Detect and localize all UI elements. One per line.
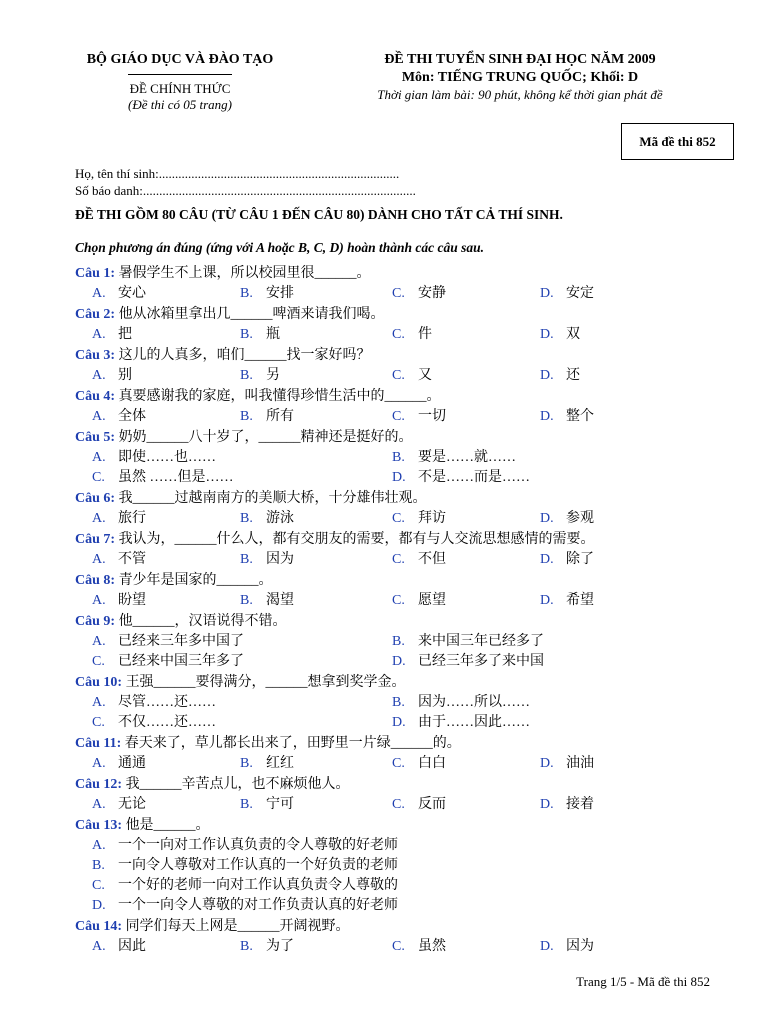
option-text: 另 xyxy=(266,368,280,383)
option-letter: D. xyxy=(540,409,554,424)
question-text: 他是______。 xyxy=(125,818,210,833)
subject-line: Môn: TIẾNG TRUNG QUỐC; Khối: D xyxy=(401,70,639,85)
option-c[interactable] xyxy=(92,711,216,731)
option-b[interactable] xyxy=(240,364,280,384)
option-d[interactable] xyxy=(392,466,530,486)
option-text: 虽然 ……但是…… xyxy=(118,470,234,485)
option-text: 因为 xyxy=(566,939,594,954)
question-label: Câu 10: xyxy=(75,675,123,690)
option-letter: A. xyxy=(92,450,106,465)
option-c[interactable] xyxy=(92,650,244,670)
question-text: 王强______要得满分，______想拿到奖学金。 xyxy=(125,675,406,690)
option-letter: D. xyxy=(540,286,554,301)
option-letter: D. xyxy=(392,654,406,669)
option-c[interactable] xyxy=(92,874,398,894)
option-c[interactable] xyxy=(392,752,446,772)
option-c[interactable] xyxy=(392,282,446,302)
option-b[interactable] xyxy=(240,589,294,609)
option-letter: C. xyxy=(392,286,405,301)
option-text: 一个一向对工作认真负责的令人尊敬的好老师 xyxy=(118,838,398,853)
option-c[interactable] xyxy=(392,405,446,425)
option-b[interactable] xyxy=(240,793,294,813)
option-letter: D. xyxy=(392,715,406,730)
option-d[interactable] xyxy=(392,650,544,670)
option-b[interactable] xyxy=(240,405,294,425)
option-letter: A. xyxy=(92,368,106,383)
option-text: 还 xyxy=(566,368,580,383)
option-text: 盼望 xyxy=(118,593,146,608)
option-d[interactable] xyxy=(392,711,530,731)
option-c[interactable] xyxy=(392,364,432,384)
option-d[interactable] xyxy=(540,405,594,425)
option-a[interactable] xyxy=(92,282,146,302)
option-c[interactable] xyxy=(92,466,234,486)
header-left xyxy=(60,52,300,113)
option-text: 不管 xyxy=(118,552,146,567)
option-text: 别 xyxy=(118,368,132,383)
question-label: Câu 3: xyxy=(75,348,116,363)
question-6 xyxy=(75,487,427,507)
question-label: Câu 12: xyxy=(75,777,123,792)
option-letter: B. xyxy=(240,939,253,954)
option-text: 尽管……还…… xyxy=(118,695,216,710)
option-d[interactable] xyxy=(540,935,594,955)
question-1 xyxy=(75,262,371,282)
option-text: 由于……因此…… xyxy=(418,715,530,730)
time-note: Thời gian làm bài: 90 phút, không kể thời gian phát đề xyxy=(377,87,663,102)
option-letter: B. xyxy=(240,593,253,608)
option-text: 把 xyxy=(118,327,132,342)
option-a[interactable] xyxy=(92,323,132,343)
option-letter: D. xyxy=(540,756,554,771)
option-letter: D. xyxy=(92,898,106,913)
section-heading: ĐỀ THI GỒM 80 CÂU (TỪ CÂU 1 ĐẾN CÂU 80) DÀNH CHO TẤT CẢ THÍ SINH. xyxy=(75,207,563,222)
option-text: 即使……也…… xyxy=(118,450,216,465)
option-letter: C. xyxy=(392,552,405,567)
question-13 xyxy=(75,814,210,834)
option-c[interactable] xyxy=(392,935,446,955)
option-letter: B. xyxy=(240,511,253,526)
option-text: 安心 xyxy=(118,286,146,301)
question-7 xyxy=(75,528,595,548)
question-text: 我______辛苦点儿，也不麻烦他人。 xyxy=(125,777,350,792)
option-letter: D. xyxy=(540,368,554,383)
option-a[interactable] xyxy=(92,446,216,466)
option-letter: A. xyxy=(92,511,106,526)
option-letter: A. xyxy=(92,838,106,853)
question-3 xyxy=(75,344,371,364)
exam-code-box: Mã đề thi 852 xyxy=(621,123,734,160)
page-footer: Trang 1/5 - Mã đề thi 852 xyxy=(576,974,710,989)
exam-title: ĐỀ THI TUYỂN SINH ĐẠI HỌC NĂM 2009 xyxy=(384,52,656,67)
option-text: 拜访 xyxy=(418,511,446,526)
option-text: 一向令人尊敬对工作认真的一个好负责的老师 xyxy=(118,858,398,873)
option-b[interactable] xyxy=(240,548,294,568)
question-label: Câu 5: xyxy=(75,430,116,445)
ministry-name: BỘ GIÁO DỤC VÀ ĐÀO TẠO xyxy=(86,52,274,67)
option-letter: C. xyxy=(92,470,105,485)
option-letter: D. xyxy=(540,939,554,954)
option-a[interactable] xyxy=(92,364,132,384)
option-text: 不但 xyxy=(418,552,446,567)
option-text: 通通 xyxy=(118,756,146,771)
option-letter: C. xyxy=(392,327,405,342)
option-b[interactable] xyxy=(240,507,294,527)
option-letter: B. xyxy=(240,797,253,812)
option-d[interactable] xyxy=(92,894,398,914)
option-letter: A. xyxy=(92,327,106,342)
question-label: Câu 14: xyxy=(75,919,123,934)
candidate-id-label: Số báo danh: xyxy=(75,183,143,198)
option-text: 接着 xyxy=(566,797,594,812)
option-letter: A. xyxy=(92,552,106,567)
option-c[interactable] xyxy=(392,793,446,813)
option-text: 旅行 xyxy=(118,511,146,526)
option-letter: A. xyxy=(92,593,106,608)
option-text: 双 xyxy=(566,327,580,342)
option-text: 油油 xyxy=(566,756,594,771)
question-10 xyxy=(75,671,406,691)
question-11 xyxy=(75,732,461,752)
option-a[interactable] xyxy=(92,548,146,568)
option-text: 愿望 xyxy=(418,593,446,608)
option-text: 安排 xyxy=(266,286,294,301)
option-c[interactable] xyxy=(392,507,446,527)
option-a[interactable] xyxy=(92,793,146,813)
option-b[interactable] xyxy=(240,323,280,343)
option-text: 又 xyxy=(418,368,432,383)
question-text: 真要感谢我的家庭，叫我懂得珍惜生活中的______。 xyxy=(118,389,441,404)
option-text: 因为 xyxy=(266,552,294,567)
option-text: 要是……就…… xyxy=(418,450,516,465)
instruction: Chọn phương án đúng (ứng với A hoặc B, C, D) hoàn thành các câu sau. xyxy=(75,240,485,255)
option-a[interactable] xyxy=(92,405,146,425)
question-text: 青少年是国家的______。 xyxy=(118,573,273,588)
option-letter: B. xyxy=(240,368,253,383)
option-letter: B. xyxy=(392,634,405,649)
option-text: 无论 xyxy=(118,797,146,812)
question-text: 春天来了，草儿都长出来了，田野里一片绿______的。 xyxy=(124,736,461,751)
option-text: 件 xyxy=(418,327,432,342)
option-letter: B. xyxy=(240,409,253,424)
option-letter: D. xyxy=(540,327,554,342)
question-12 xyxy=(75,773,350,793)
question-8 xyxy=(75,569,273,589)
question-text: 奶奶______八十岁了，______精神还是挺好的。 xyxy=(118,430,413,445)
option-text: 所有 xyxy=(266,409,294,424)
option-letter: C. xyxy=(92,878,105,893)
question-label: Câu 6: xyxy=(75,491,116,506)
question-text: 暑假学生不上课，所以校园里很______。 xyxy=(118,266,371,281)
option-text: 已经来三年多中国了 xyxy=(118,634,244,649)
option-b[interactable] xyxy=(240,935,294,955)
option-letter: C. xyxy=(392,939,405,954)
question-text: 我______过越南南方的美顺大桥，十分雄伟壮观。 xyxy=(118,491,427,506)
option-letter: A. xyxy=(92,286,106,301)
option-text: 全体 xyxy=(118,409,146,424)
option-letter: D. xyxy=(540,593,554,608)
option-letter: A. xyxy=(92,797,106,812)
option-text: 虽然 xyxy=(418,939,446,954)
option-a[interactable] xyxy=(92,752,146,772)
question-text: 他______，汉语说得不错。 xyxy=(118,614,287,629)
option-c[interactable] xyxy=(392,589,446,609)
option-letter: C. xyxy=(92,715,105,730)
option-b[interactable] xyxy=(240,282,294,302)
option-letter: C. xyxy=(392,511,405,526)
option-letter: C. xyxy=(392,756,405,771)
option-letter: C. xyxy=(392,593,405,608)
option-text: 不仅……还…… xyxy=(118,715,216,730)
option-a[interactable] xyxy=(92,507,146,527)
question-text: 我认为，______什么人，都有交朋友的需要，都有与人交流思想感情的需要。 xyxy=(118,532,595,547)
option-letter: B. xyxy=(392,695,405,710)
question-label: Câu 9: xyxy=(75,614,116,629)
option-a[interactable] xyxy=(92,589,146,609)
candidate-name-line xyxy=(75,166,399,182)
option-text: 已经来中国三年多了 xyxy=(118,654,244,669)
question-text: 这儿的人真多，咱们______找一家好吗？ xyxy=(118,348,371,363)
option-letter: B. xyxy=(392,450,405,465)
option-letter: A. xyxy=(92,409,106,424)
option-text: 因为……所以…… xyxy=(418,695,530,710)
option-text: 不是……而是…… xyxy=(418,470,530,485)
option-text: 安静 xyxy=(418,286,446,301)
option-letter: C. xyxy=(392,368,405,383)
option-a[interactable] xyxy=(92,935,146,955)
option-d[interactable] xyxy=(540,323,580,343)
candidate-name-dots: .......................................................................... xyxy=(158,166,400,181)
option-b[interactable] xyxy=(392,630,544,650)
option-a[interactable] xyxy=(92,630,244,650)
question-2 xyxy=(75,303,385,323)
option-text: 宁可 xyxy=(266,797,294,812)
option-b[interactable] xyxy=(392,691,530,711)
option-b[interactable] xyxy=(240,752,294,772)
option-letter: B. xyxy=(240,286,253,301)
question-text: 他从冰箱里拿出几______啤酒来请我们喝。 xyxy=(118,307,385,322)
option-text: 红红 xyxy=(266,756,294,771)
option-letter: C. xyxy=(392,797,405,812)
option-letter: D. xyxy=(540,552,554,567)
option-b[interactable] xyxy=(92,854,398,874)
option-letter: A. xyxy=(92,756,106,771)
option-text: 渴望 xyxy=(266,593,294,608)
option-text: 除了 xyxy=(566,552,594,567)
option-letter: C. xyxy=(392,409,405,424)
question-label: Câu 11: xyxy=(75,736,122,751)
option-d[interactable] xyxy=(540,364,580,384)
header-divider xyxy=(128,74,232,75)
option-letter: B. xyxy=(240,756,253,771)
option-a[interactable] xyxy=(92,691,216,711)
option-letter: D. xyxy=(392,470,406,485)
option-d[interactable] xyxy=(540,589,594,609)
option-d[interactable] xyxy=(540,507,594,527)
question-text: 同学们每天上网是______开阔视野。 xyxy=(125,919,350,934)
question-5 xyxy=(75,426,413,446)
option-text: 参观 xyxy=(566,511,594,526)
question-label: Câu 1: xyxy=(75,266,116,281)
option-letter: B. xyxy=(92,858,105,873)
option-letter: B. xyxy=(240,552,253,567)
question-label: Câu 4: xyxy=(75,389,116,404)
pages-note: (Đề thi có 05 trang) xyxy=(128,97,232,112)
option-text: 一切 xyxy=(418,409,446,424)
option-text: 安定 xyxy=(566,286,594,301)
candidate-name-label: Họ, tên thí sinh: xyxy=(75,166,159,181)
candidate-id-line xyxy=(75,183,416,199)
question-14 xyxy=(75,915,350,935)
header-right xyxy=(330,52,710,103)
option-letter: A. xyxy=(92,634,106,649)
option-a[interactable] xyxy=(92,834,398,854)
option-text: 一个一向令人尊敬的对工作负责认真的好老师 xyxy=(118,898,398,913)
question-4 xyxy=(75,385,441,405)
option-text: 来中国三年已经多了 xyxy=(418,634,544,649)
question-9 xyxy=(75,610,287,630)
option-d[interactable] xyxy=(540,752,594,772)
option-c[interactable] xyxy=(392,548,446,568)
option-text: 为了 xyxy=(266,939,294,954)
option-text: 瓶 xyxy=(266,327,280,342)
option-text: 一个好的老师一向对工作认真负责令人尊敬的 xyxy=(118,878,398,893)
option-text: 已经三年多了来中国 xyxy=(418,654,544,669)
option-letter: A. xyxy=(92,695,106,710)
question-label: Câu 8: xyxy=(75,573,116,588)
option-b[interactable] xyxy=(392,446,516,466)
option-d[interactable] xyxy=(540,793,594,813)
option-d[interactable] xyxy=(540,548,594,568)
option-letter: D. xyxy=(540,797,554,812)
option-text: 希望 xyxy=(566,593,594,608)
option-text: 白白 xyxy=(418,756,446,771)
option-text: 游泳 xyxy=(266,511,294,526)
option-text: 反而 xyxy=(418,797,446,812)
option-d[interactable] xyxy=(540,282,594,302)
candidate-id-dots: .................................................................................... xyxy=(142,183,416,198)
question-label: Câu 7: xyxy=(75,532,116,547)
option-c[interactable] xyxy=(392,323,432,343)
official-label: ĐỀ CHÍNH THỨC xyxy=(129,81,231,96)
option-letter: B. xyxy=(240,327,253,342)
option-letter: C. xyxy=(92,654,105,669)
option-letter: A. xyxy=(92,939,106,954)
option-text: 因此 xyxy=(118,939,146,954)
question-label: Câu 13: xyxy=(75,818,123,833)
question-label: Câu 2: xyxy=(75,307,116,322)
option-letter: D. xyxy=(540,511,554,526)
option-text: 整个 xyxy=(566,409,594,424)
